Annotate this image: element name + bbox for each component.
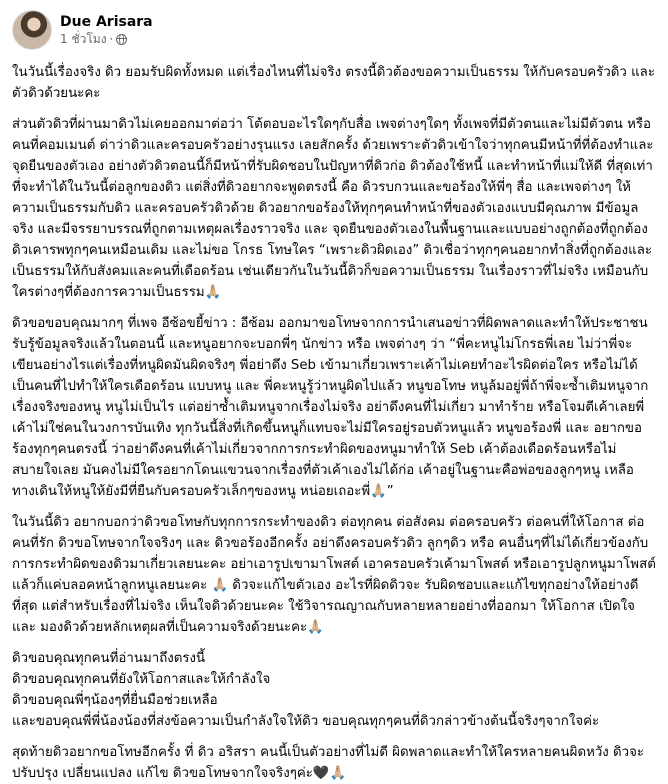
post-paragraph: ดิวขอขอบคุณมากๆ ที่เพจ อีซ้อขยี้ข่าว : อีซ้อม ออกมาขอโทษจากการนำเสนอข่าวที่ผิดพลาดและทำให้ประชาชนรับรู้ข้อมูลจริงแล้วในตอนนี้ และหนูอยากจะบอกพี่ๆ นักข่าว หรือ เพจต่างๆ ว่า “พี่คะหนูไม่โกรธพี่เลย ไม่ว่าพี่จะเขียนอย่างไรแต่เรื่องที่หนูผิดมันผิดจริงๆ พี่อย่าดึง Seb เข้ามาเกี่ยวเพราะเค้าไม่เคยทำอะไรผิดต่อใคร หรือไม่ได้เป็นคนที่ไปทำให้ใครเดือดร้อน แบบหนู และ พี่คะหนูรู้ว่าหนูผิดไปแล้ว หนูขอโทษ หนูล้มอยู่พี่ถ้าพี่จะซ้ำเติมหนูจากเรื่องจริงของหนู หนูไม่เป็นไร แต่อย่าซ้ำเติมหนูจากเรื่องไม่จริง อย่าดึงคนที่ไม่เกี่ยว มาทำร้าย หรือโจมตีเค้าเลยพี่ เค้าไม่ใช่คนในวงการบันเทิง ทุกวันนี้สิ่งที่เกิดขึ้นหนูก็แทบจะไม่มีใครอยู่รอบตัวหนูแล้ว หนูขอร้องพี่ และ อยากขอร้องทุกๆคนตรงนี้ ว่าอย่าดึงคนที่เค้าไม่เกี่ยวจากการกระทำผิดของหนูมาทำให้ Seb เค้าต้องเดือดร้อนหรือไม่สบายใจเลย มันคงไม่มีใครอยากโดนแขวนจากเรื่องที่ตัวเค้าเองไม่ได้ก่อ เค้าอยู่ในฐานะคือพ่อของลูกๆหนู เหลือทางเดินให้หนูให้ยังมีที่ยืนกับครอบครัวเล็กๆของหนู หน่อยเถอะพี่🙏🏼” [12,316,649,499]
post-meta [60,13,153,47]
globe-icon[interactable] [116,34,127,45]
post-paragraph: ดิวขอบคุณทุกคนที่อ่านมาถึงตรงนี้ ดิวขอบคุณทุกคนที่ยังให้โอกาสและให้กำลังใจ ดิวขอบคุณพี่ๆน้องๆที่ยื่นมือช่วยเหลือ และขอบคุณพี่พี่น้องน้องที่ส่งข้อความเป็นกำลังใจให้ดิว ขอบคุณทุกๆคนที่ดิวกล่าวข้างต้นนี้จริงๆจากใจค่ะ [12,651,600,729]
post-paragraph: ส่วนตัวดิวที่ผ่านมาดิวไม่เคยออกมาต่อว่า โต้ตอบอะไรใดๆกับสื่อ เพจต่างๆใดๆ ทั้งเพจที่มีตัวตนและไม่มีตัวตน หรือ คนที่คอมเมนต์ ด่าว่าดิวและครอบครัวอย่างรุนแรง เลยสักครั้ง ด้วยเพราะตัวดิวเข้าใจว่าทุกคนมีหน้าที่ที่ต้องทำและจุดยืนของตัวเอง อย่างตัวดิวตอนนี้ก็มีหน้าที่รับผิดชอบในปัญหาที่ดิวก่อ ดิวต้องใช้หนี้ และทำหน้าที่แม่ให้ดี ที่สุดเท่าที่จะทำได้ในวันนี้ต่อลูกของดิว แต่สิ่งที่ดิวอยากจะพูดตรงนี้ คือ ดิวรบกวนและขอร้องให้พี่ๆ สื่อ และเพจต่างๆ ให้ความเป็นธรรมกับดิว และครอบครัวดิวด้วย ดิวอยากขอร้องให้ทุกๆคนทำหน้าที่ของตัวเองแบบมีคุณภาพ มีข้อมูลจริง และมีจรรยาบรรณที่ถูกตามเหตุผลเรื่องราวจริง และ จุดยืนของตัวเองในพื้นฐานและแบบอย่างถูกต้องที่ถูกต้อง ดิวเคารพทุกๆคนเหมือนเดิม และไม่ขอ โกรธ โทษใคร “เพราะดิวผิดเอง” ดิวเชื่อว่าทุกๆคนอยากทำสิ่งที่ถูกต้องและเป็นธรรมให้กับสังคมและคนที่เดือดร้อน เช่นเดียวกันในวันนี้ดิวก็ขอความเป็นธรรม ในเรื่องราวที่ไม่จริง เหมือนกับใครต่างๆที่ต้องการความเป็นธรรม🙏🏼 [12,117,654,300]
meta-separator: · [109,32,114,46]
post-body [12,62,656,784]
avatar[interactable] [12,10,52,50]
post-header [12,10,656,50]
post-paragraph: สุดท้ายดิวอยากขอโทษอีกครั้ง ที่ ดิว อริสรา คนนี้เป็นตัวอย่างที่ไม่ดี ผิดพลาดและทำให้ใครหลายคนผิดหวัง ดิวจะ ปรับปรุง เปลี่ยนแปลง แก้ไข ดิวขอโทษจากใจจริงๆค่ะ🖤🙏🏼 [12,745,645,781]
author-name[interactable]: Due Arisara [60,14,153,30]
post-subline [60,31,153,47]
post-paragraph: ในวันนี้ดิว อยากบอกว่าดิวขอโทษกับทุกการกระทำของดิว ต่อทุกคน ต่อสังคม ต่อครอบครัว ต่อคนที่ให้โอกาส ต่อคนที่รัก ดิวขอโทษจากใจจริงๆ และ ดิวขอร้องอีกครั้ง อย่าดึงครอบครัวดิว ลูกๆดิว หรือ คนอื่นๆที่ไม่ได้เกี่ยวข้องกับการกระทำผิดของดิวมาเกี่ยวเลยนะคะ อย่าเอารูปเขามาโพสต์ เอาครอบครัวเค้ามาโพสต์ หรือเอารูปลูกหนูมาโพสต์แล้วก็แค่บลอคหน้าลูกหนูเลยนะคะ 🙏🏼 ดิวจะแก้ไขตัวเอง อะไรที่ผิดดิวจะ รับผิดชอบและแก้ไขทุกอย่างให้อย่างดีที่สุด แต่สำหรับเรื่องที่ไม่จริง เห็นใจดิวด้วยนะคะ ใช้วิจารณญาณกับหลายหลายอย่างที่ออกมา ให้โอกาส เปิดใจ และ มองดิวด้วยหลักเหตุผลที่เป็นความจริงด้วยนะคะ🙏🏼 [12,515,656,635]
post-paragraph: ในวันนี้เรื่องจริง ดิว ยอมรับผิดทั้งหมด แต่เรื่องไหนที่ไม่จริง ตรงนี้ดิวต้องขอความเป็นธรรม ให้กับครอบครัวดิว และ ตัวดิวด้วยนะคะ [12,65,655,101]
post-timestamp[interactable]: 1 ชั่วโมง [60,32,107,46]
